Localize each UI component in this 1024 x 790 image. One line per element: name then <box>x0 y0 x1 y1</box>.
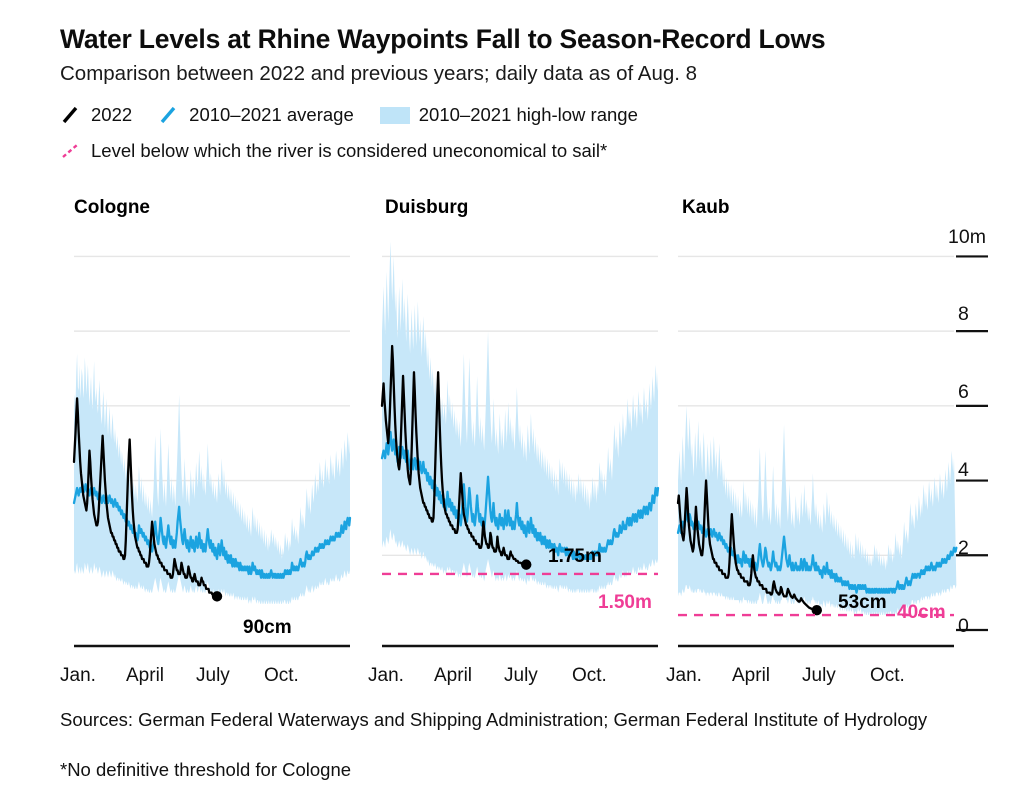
y-tick-4: 4 <box>958 459 969 481</box>
x-tick-cologne-july: July <box>196 665 230 686</box>
panel-title-duisburg: Duisburg <box>385 197 469 218</box>
panel-title-cologne: Cologne <box>74 197 150 218</box>
x-tick-cologne-oct: Oct. <box>264 665 299 686</box>
annotation-kaub-level: 53cm <box>838 592 887 613</box>
y-tick-6: 6 <box>958 381 969 403</box>
cologne-footnote: *No definitive threshold for Cologne <box>60 759 352 780</box>
annotation-kaub-threshold: 40cm <box>897 602 946 623</box>
sources-note: Sources: German Federal Waterways and Shipping Administration; German Federal Institute of Hydrology <box>60 709 928 730</box>
panel-title-kaub: Kaub <box>682 197 730 218</box>
annotation-duisburg-threshold: 1.50m <box>598 592 652 613</box>
legend-label-2022: 2022 <box>91 104 133 125</box>
y-tick-8: 8 <box>958 303 969 325</box>
page-subtitle: Comparison between 2022 and previous years; daily data as of Aug. 8 <box>60 62 698 85</box>
x-tick-kaub-april: April <box>732 665 771 686</box>
x-tick-cologne-april: April <box>126 665 165 686</box>
x-tick-kaub-jan: Jan. <box>666 665 702 686</box>
y-tick-2: 2 <box>958 537 969 559</box>
y-tick-0: 0 <box>958 615 969 637</box>
x-tick-kaub-oct: Oct. <box>870 665 905 686</box>
x-tick-duisburg-oct: Oct. <box>572 665 607 686</box>
y-tick-10: 10m <box>948 226 986 248</box>
x-tick-cologne-jan: Jan. <box>60 665 96 686</box>
legend-label-threshold: Level below which the river is considered uneconomical to sail* <box>91 140 608 161</box>
annotation-cologne-level: 90cm <box>243 617 292 638</box>
x-tick-kaub-july: July <box>802 665 836 686</box>
annotation-duisburg-level: 1.75m <box>548 546 602 567</box>
legend-label-range: 2010–2021 high-low range <box>418 104 638 125</box>
page-title: Water Levels at Rhine Waypoints Fall to Season-Record Lows <box>60 24 826 54</box>
x-tick-duisburg-july: July <box>504 665 538 686</box>
x-tick-duisburg-april: April <box>434 665 473 686</box>
x-tick-duisburg-jan: Jan. <box>368 665 404 686</box>
legend-label-average: 2010–2021 average <box>189 104 354 125</box>
